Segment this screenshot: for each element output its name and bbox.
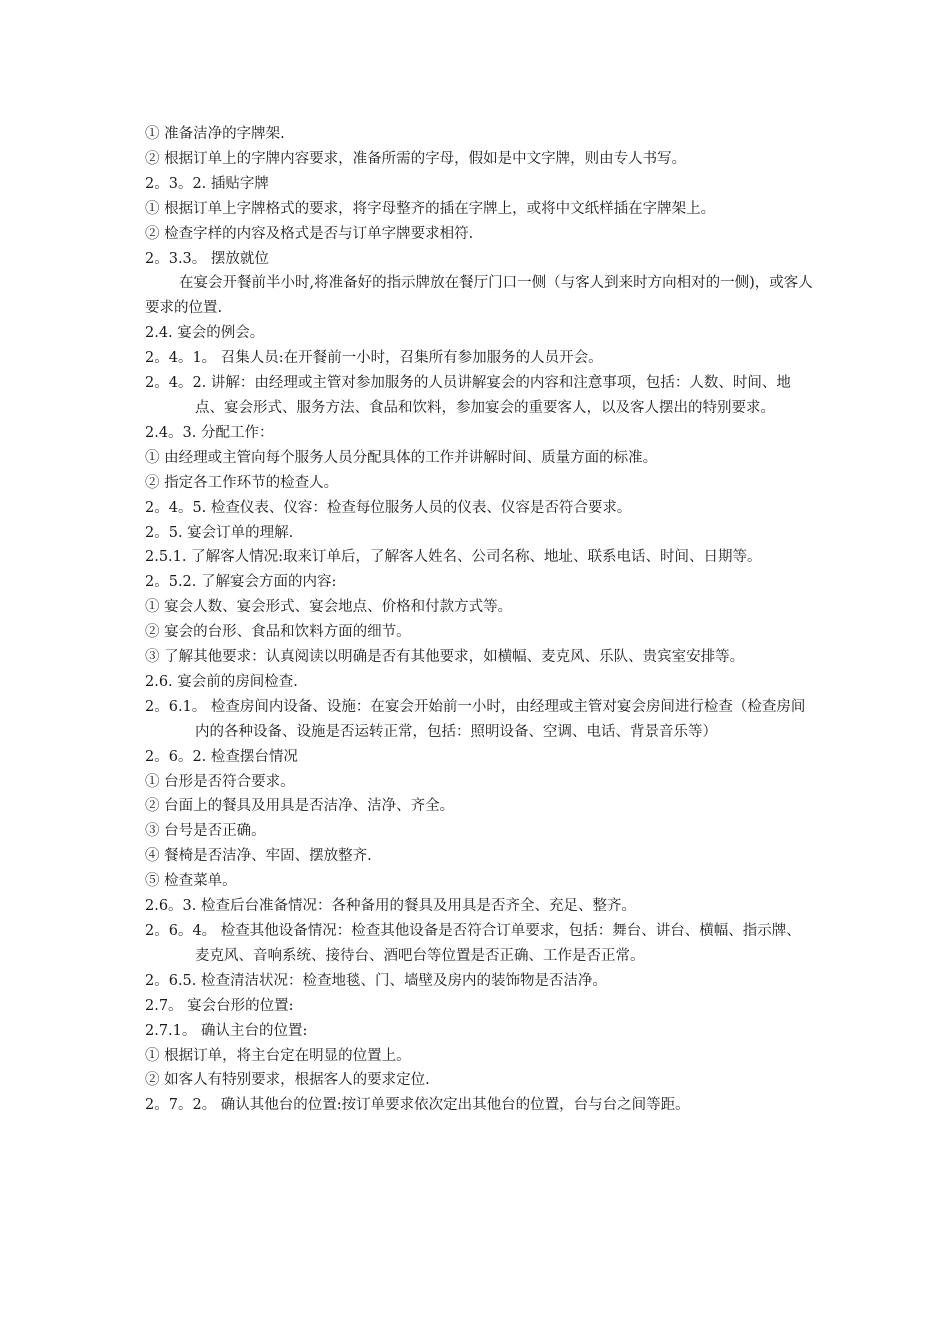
section-heading: 2.6. 宴会前的房间检查. <box>145 673 298 690</box>
section-heading: 2。5.2. 了解宴会方面的内容: <box>145 574 337 591</box>
section-heading: 2。6。2. 检查摆台情况 <box>145 748 298 765</box>
list-item: ⑤ 检查菜单。 <box>145 873 237 890</box>
list-item: ② 检查字样的内容及格式是否与订单字牌要求相符. <box>145 225 474 242</box>
list-item: ① 准备洁净的字牌架. <box>145 126 285 142</box>
list-item: ② 指定各工作环节的检查人。 <box>145 474 339 491</box>
section-item: 2.5.1. 了解客人情况:取来订单后，了解客人姓名、公司名称、地址、联系电话、时间、日期等。 <box>145 549 762 566</box>
section-item: 2.6。3. 检查后台准备情况：各种备用的餐具及用具是否齐全、充足、整齐。 <box>145 898 637 915</box>
list-item: ③ 台号是否正确。 <box>145 823 266 840</box>
section-heading: 2.4. 宴会的例会。 <box>145 325 265 342</box>
section-item: 2。6。4。 检查其他设备情况：检查其他设备是否符合订单要求，包括：舞台、讲台、横幅、指示牌、麦克风、音响系统、接待台、酒吧台等位置是否正确、工作是否正常。 <box>145 923 801 964</box>
list-item: ② 根据订单上的字牌内容要求，准备所需的字母，假如是中文字牌，则由专人书写。 <box>145 150 687 167</box>
section-heading: 2。3。2. 插贴字牌 <box>145 175 269 192</box>
section-item: 2。4。1。 召集人员:在开餐前一小时，召集所有参加服务的人员开会。 <box>145 350 603 367</box>
paragraph: 在宴会开餐前半小时,将准备好的指示牌放在餐厅门口一侧（与客人到来时方向相对的一侧)，或客人要求的位置. <box>145 275 813 317</box>
list-item: ① 宴会人数、宴会形式、宴会地点、价格和付款方式等。 <box>145 599 513 616</box>
list-item: ① 根据订单上字牌格式的要求，将字母整齐的插在字牌上，或将中文纸样插在字牌架上。 <box>145 200 716 217</box>
list-item: ① 根据订单，将主台定在明显的位置上。 <box>145 1047 411 1064</box>
document-body <box>145 122 815 1118</box>
section-item: 2。6.1。 检查房间内设备、设施：在宴会开始前一小时，由经理或主管对宴会房间进行检查（检查房间内的各种设备、设施是否运转正常，包括：照明设备、空调、电话、背景音乐等） <box>145 698 806 740</box>
list-item: ② 如客人有特别要求，根据客人的要求定位. <box>145 1072 430 1089</box>
list-item: ③ 了解其他要求：认真阅读以明确是否有其他要求，如横幅、麦克风、乐队、贵宾室安排等。 <box>145 649 745 666</box>
section-item: 2。7。2。 确认其他台的位置:按订单要求依次定出其他台的位置，台与台之间等距。 <box>145 1097 690 1114</box>
section-heading: 2。5. 宴会订单的理解. <box>145 524 294 541</box>
section-heading: 2。3.3。 摆放就位 <box>145 250 269 267</box>
section-item: 2。4。2. 讲解：由经理或主管对参加服务的人员讲解宴会的内容和注意事项，包括：人数、时间、地点、宴会形式、服务方法、食品和饮料，参加宴会的重要客人，以及客人摆出的特别要求。 <box>145 375 791 416</box>
list-item: ④ 餐椅是否洁净、牢固、摆放整齐. <box>145 848 372 865</box>
section-heading: 2.4。3. 分配工作： <box>145 424 274 441</box>
section-heading: 2.7.1。 确认主台的位置: <box>145 1022 308 1039</box>
list-item: ① 台形是否符合要求。 <box>145 773 295 790</box>
section-item: 2。4。5. 检查仪表、仪容：检查每位服务人员的仪表、仪容是否符合要求。 <box>145 499 632 516</box>
list-item: ① 由经理或主管向每个服务人员分配具体的工作并讲解时间、质量方面的标准。 <box>145 449 658 466</box>
section-item: 2。6.5. 检查清洁状况：检查地毯、门、墙壁及房内的装饰物是否洁净。 <box>145 972 608 989</box>
list-item: ② 宴会的台形、食品和饮料方面的细节。 <box>145 624 411 641</box>
section-heading: 2.7。 宴会台形的位置: <box>145 997 294 1014</box>
list-item: ② 台面上的餐具及用具是否洁净、洁净、齐全。 <box>145 798 455 815</box>
